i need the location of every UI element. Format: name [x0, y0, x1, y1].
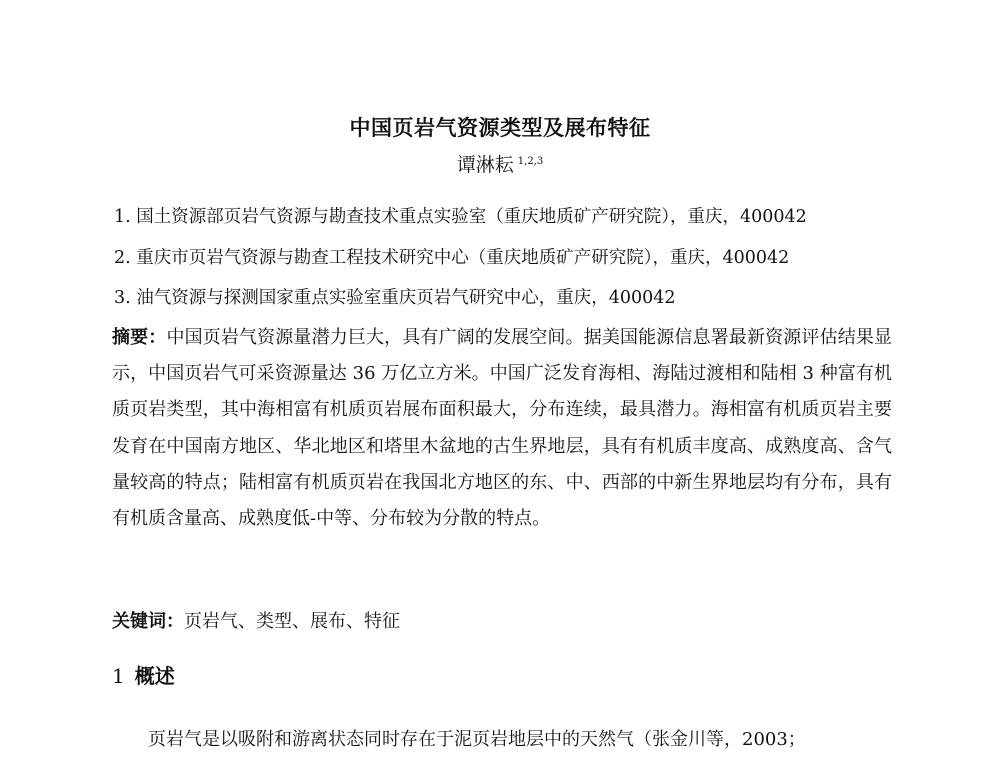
affiliation-1: 1. 国土资源部页岩气资源与勘查技术重点实验室（重庆地质矿产研究院），重庆，400042 [114, 207, 807, 227]
author-name: 谭淋耘 [456, 154, 514, 176]
body-paragraph: 页岩气是以吸附和游离状态同时存在于泥页岩地层中的天然气（张金川等，2003； [148, 729, 806, 750]
paper-author [0, 150, 1000, 177]
paper-title: 中国页岩气资源类型及展布特征 [349, 116, 651, 140]
section-heading [112, 660, 175, 689]
affiliation-3: 3. 油气资源与探测国家重点实验室重庆页岩气研究中心，重庆，400042 [114, 288, 676, 308]
keywords [112, 607, 400, 633]
keywords-text: 页岩气、类型、展布、特征 [184, 611, 400, 632]
abstract-text: 中国页岩气资源量潜力巨大，具有广阔的发展空间。据美国能源信息署最新资源评估结果显示，中国页岩气可采资源量达 36 万亿立方米。中国广泛发育海相、海陆过渡相和陆相 3 种富有机质页岩类型，其中海相富有机质页岩展布面积最大，分布连续，最具潜力。海相富有机质页岩主要发育在中国南方地区、华北地区和塔里木盆地的古生界地层，具有有机质丰度高、成熟度高、含气量较高的特点；陆相富有机质页岩在我国北方地区的东、中、西部的中新生界地层均有分布，具有有机质含量高、成熟度低-中等、分布较为分散的特点。 [112, 327, 893, 530]
keywords-label: 关键词： [112, 611, 184, 632]
section-number: 1 [112, 664, 125, 688]
affiliation-2: 2. 重庆市页岩气资源与勘查工程技术研究中心（重庆地质矿产研究院），重庆，400042 [114, 248, 790, 268]
author-affiliation-marks: 1,2,3 [517, 155, 544, 167]
abstract-label: 摘要： [112, 327, 167, 348]
section-title: 概述 [134, 664, 175, 688]
abstract [112, 320, 892, 537]
